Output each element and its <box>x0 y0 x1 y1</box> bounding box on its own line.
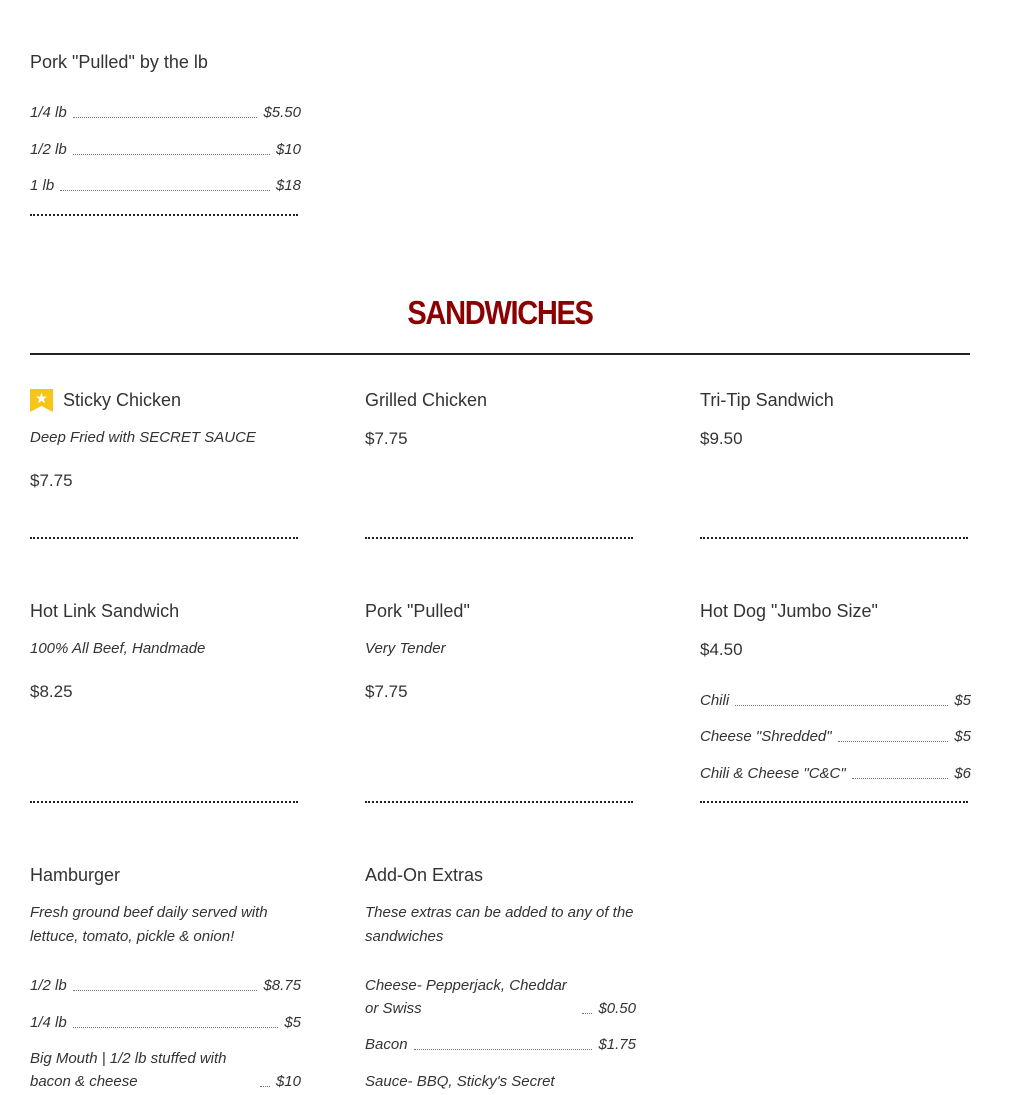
section-title: SANDWICHES <box>407 294 593 331</box>
option-price: $5 <box>954 692 971 709</box>
hot-dog-option-chili <box>700 689 971 712</box>
option-label: 1 lb <box>30 177 55 194</box>
option-price: $0.50 <box>598 1000 636 1017</box>
option-price: $5.50 <box>263 104 301 121</box>
option-price: $1.75 <box>598 1036 636 1053</box>
item-title-hamburger: Hamburger <box>30 865 121 885</box>
option-price: $18 <box>275 177 301 194</box>
item-title-sticky-chicken: Sticky Chicken <box>63 390 182 410</box>
pork-lb-option-half <box>30 138 301 161</box>
pork-lb-option-full <box>30 174 301 197</box>
option-label: 1/2 lb <box>30 141 67 158</box>
dotted-separator <box>700 537 968 539</box>
option-label: Cheese- Pepperjack, Cheddar or Swiss <box>365 977 567 1017</box>
dotted-separator <box>700 801 968 803</box>
item-price-hot-dog: $4.50 <box>700 640 743 659</box>
option-label: Big Mouth | 1/2 lb stuffed with bacon & cheese <box>30 1050 227 1090</box>
hot-dog-option-cheese <box>700 725 971 748</box>
option-label: Chili <box>700 692 730 709</box>
section-divider <box>30 353 970 355</box>
item-title-tri-tip: Tri-Tip Sandwich <box>700 390 834 410</box>
option-price: $6 <box>954 765 971 782</box>
item-price-sticky-chicken: $7.75 <box>30 471 73 490</box>
option-label: 1/4 lb <box>30 104 67 121</box>
star-badge-icon <box>30 389 53 412</box>
option-price: $10 <box>275 1073 301 1090</box>
option-price: $5 <box>284 1014 301 1031</box>
item-desc-sticky-chicken: Deep Fried with SECRET SAUCE <box>30 429 256 446</box>
option-label: 1/4 lb <box>30 1014 67 1031</box>
add-on-option-bacon <box>365 1033 636 1056</box>
item-desc-pork-pulled: Very Tender <box>365 640 446 657</box>
dotted-separator <box>30 214 298 216</box>
option-label: Cheese "Shredded" <box>700 728 832 745</box>
item-title-grilled-chicken: Grilled Chicken <box>365 390 488 410</box>
item-price-tri-tip: $9.50 <box>700 429 743 448</box>
option-price: $10 <box>275 141 301 158</box>
item-price-grilled-chicken: $7.75 <box>365 429 408 448</box>
pork-lb-option-quarter <box>30 101 301 124</box>
item-desc-hot-link: 100% All Beef, Handmade <box>30 640 206 657</box>
option-price: $8.75 <box>263 977 301 994</box>
item-desc-add-on: These extras can be added to any of the sandwiches <box>365 904 634 945</box>
item-title-hot-dog: Hot Dog "Jumbo Size" <box>700 601 878 621</box>
add-on-option-cheese <box>365 974 636 1020</box>
hot-dog-option-chili-cheese <box>700 762 971 785</box>
hamburger-option-quarter <box>30 1011 301 1034</box>
item-price-pork-pulled: $7.75 <box>365 682 408 701</box>
option-label: Chili & Cheese "C&C" <box>700 765 846 782</box>
option-label: 1/2 lb <box>30 977 67 994</box>
item-title-pork-pulled: Pork "Pulled" <box>365 601 470 621</box>
option-label: Sauce- BBQ, Sticky's Secret <box>365 1073 555 1090</box>
item-desc-hamburger: Fresh ground beef daily served with lettuce, tomato, pickle & onion! <box>30 904 268 945</box>
hamburger-option-half <box>30 974 301 997</box>
dotted-separator <box>365 537 633 539</box>
dotted-separator <box>365 801 633 803</box>
item-price-hot-link: $8.25 <box>30 682 73 701</box>
dotted-separator <box>30 537 298 539</box>
add-on-option-sauce <box>365 1070 636 1093</box>
option-label: Bacon <box>365 1036 408 1053</box>
pork-by-lb-title: Pork "Pulled" by the lb <box>30 52 208 72</box>
hamburger-option-big-mouth <box>30 1047 301 1093</box>
item-title-hot-link: Hot Link Sandwich <box>30 601 180 621</box>
dotted-separator <box>30 801 298 803</box>
item-title-add-on: Add-On Extras <box>365 865 484 885</box>
option-price: $5 <box>954 728 971 745</box>
